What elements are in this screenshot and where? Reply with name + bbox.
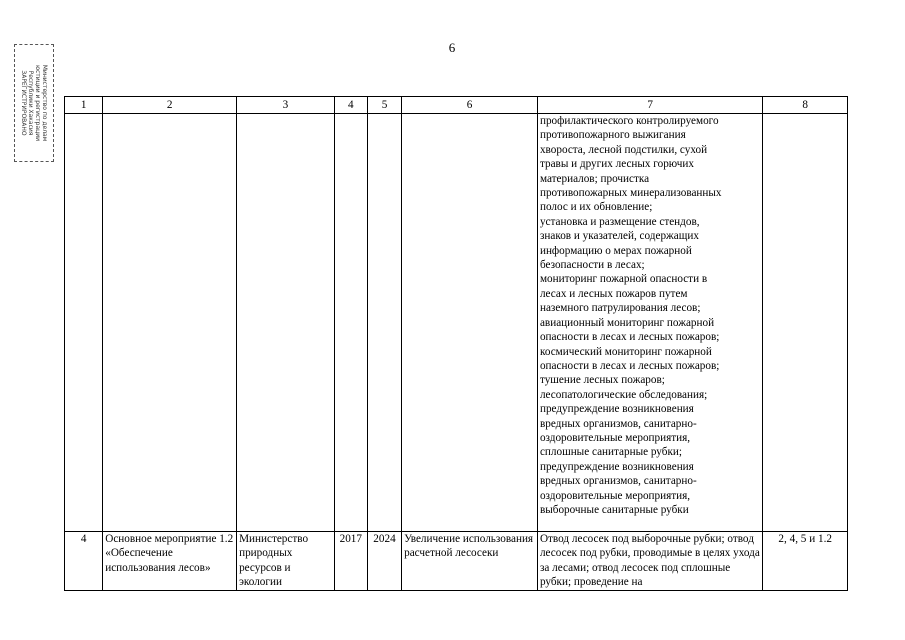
cell-indicators: 2, 4, 5 и 1.2 (763, 532, 848, 591)
cell-empty (237, 114, 335, 532)
cell-row-number: 4 (65, 532, 103, 591)
header-col-2: 2 (103, 97, 237, 114)
page-number: 6 (448, 40, 456, 55)
cell-expected-result: Увеличение использования расчетной лесосеки (402, 532, 538, 591)
cell-actions: Отвод лесосек под выборочные рубки; отвод лесосек под рубки, проводимые в целях ухода за лесами; отвод лесосек под сплошные рубки; проведение на (537, 532, 762, 591)
header-col-5: 5 (367, 97, 401, 114)
cell-empty (65, 114, 103, 532)
header-col-1: 1 (65, 97, 103, 114)
cell-empty (367, 114, 401, 532)
table-row (65, 532, 848, 591)
header-col-7: 7 (537, 97, 762, 114)
cell-empty (402, 114, 538, 532)
table-header-row (65, 97, 848, 114)
header-col-3: 3 (237, 97, 335, 114)
header-col-6: 6 (402, 97, 538, 114)
cell-empty (103, 114, 237, 532)
registration-stamp (14, 44, 54, 162)
cell-year-start: 2017 (334, 532, 367, 591)
cell-empty (763, 114, 848, 532)
cell-executor: Министерство природных ресурсов и экологии (237, 532, 335, 591)
header-col-8: 8 (763, 97, 848, 114)
cell-year-end: 2024 (367, 532, 401, 591)
cell-empty (334, 114, 367, 532)
table-row-continued (65, 114, 848, 532)
cell-event-name: Основное мероприятие 1.2 «Обеспечение использования лесов» (103, 532, 237, 591)
header-col-4: 4 (334, 97, 367, 114)
cell-actions-continued: профилактического контролируемого противопожарного выжигания хвороста, лесной подстилки, сухой травы и других лесных горючих материалов; прочистка противопожарных минерализованных полос и их обновление; установка и размещение стендов, знаков и указателей, содержащих информацию о мерах пожарной безопасности в лесах; мониторинг пожарной опасности в лесах и лесных пожаров путем наземного патрулирования лесов; авиационный мониторинг пожарной опасности в лесах и лесных пожаров; космический мониторинг пожарной опасности в лесах и лесных пожаров; тушение лесных пожаров; лесопатологические обследования; предупреждение возникновения вредных организмов, санитарно- оздоровительные мероприятия, сплошные санитарные рубки; предупреждение возникновения вредных организмов, санитарно- оздоровительные мероприятия, выборочные санитарные рубки (537, 114, 762, 532)
program-activities-table (64, 96, 848, 591)
registration-stamp-text: Министерство по делам юстиции и регистрации Республики Хакасия ЗАРЕГИСТРИРОВАНО (20, 64, 49, 142)
